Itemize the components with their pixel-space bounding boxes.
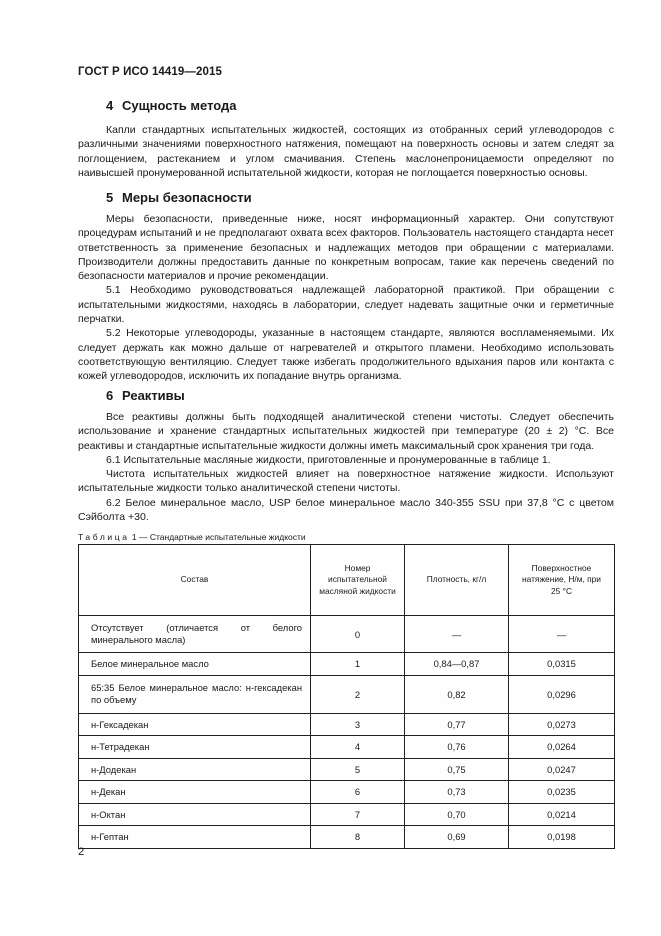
- header-cell-composition: Состав: [79, 545, 311, 616]
- page-number: 2: [78, 846, 85, 858]
- table-row: [79, 675, 615, 713]
- section-title: Реактивы: [122, 388, 185, 403]
- cell-number: 8: [311, 826, 405, 849]
- table-row: [79, 616, 615, 653]
- section-number: 6: [106, 388, 114, 403]
- cell-density: 0,82: [405, 675, 509, 713]
- table-row: [79, 758, 615, 781]
- cell-number: 2: [311, 675, 405, 713]
- cell-tension: 0,0247: [509, 758, 615, 781]
- table-caption: [78, 532, 306, 542]
- standard-code: ГОСТ Р ИСО 14419—2015: [78, 66, 223, 78]
- cell-density: 0,70: [405, 803, 509, 826]
- section-title: Меры безопасности: [122, 190, 252, 205]
- table-caption-label: Таблица: [78, 532, 130, 542]
- cell-composition: н-Декан: [79, 781, 311, 804]
- section-6-body: [78, 410, 614, 524]
- table-caption-text: 1 — Стандартные испытательные жидкости: [131, 532, 306, 542]
- cell-density: 0,77: [405, 713, 509, 736]
- cell-tension: 0,0264: [509, 736, 615, 759]
- table-row: [79, 781, 615, 804]
- header-cell-surface-tension: Поверхностное натяжение, Н/м, при 25 °С: [509, 545, 615, 616]
- cell-number: 4: [311, 736, 405, 759]
- paragraph: 5.1 Необходимо руководствоваться надлежащей лабораторной практикой. При обращении с испытательными жидкостями, находясь в лаборатории, следует надевать защитные очки и герметичные перчатки.: [78, 284, 614, 326]
- cell-number: 3: [311, 713, 405, 736]
- cell-tension: 0,0273: [509, 713, 615, 736]
- cell-tension: 0,0235: [509, 781, 615, 804]
- header-cell-liquid-number: Номер испытательной масляной жидкости: [311, 545, 405, 616]
- cell-density: 0,84—0,87: [405, 653, 509, 676]
- cell-density: 0,75: [405, 758, 509, 781]
- cell-tension: 0,0198: [509, 826, 615, 849]
- table-row: [79, 653, 615, 676]
- section-number: 4: [106, 98, 114, 113]
- section-heading-4: [106, 98, 237, 113]
- section-heading-6: [106, 388, 185, 403]
- table-header-row: [79, 545, 615, 616]
- cell-composition: н-Тетрадекан: [79, 736, 311, 759]
- section-4-body: [78, 123, 614, 180]
- cell-density: 0,69: [405, 826, 509, 849]
- paragraph: Капли стандартных испытательных жидкостей, состоящих из отобранных серий углеводородов с различными значениями поверхностного натяжения, помещают на поверхность основы и затем следят за поглощением, растеканием и углом смачивания. Степень маслонепроницаемости определяют по наивысшей пронумерованной испытательной жидкости, которая не поглощается поверхностью основы.: [78, 124, 614, 179]
- cell-tension: 0,0296: [509, 675, 615, 713]
- cell-number: 1: [311, 653, 405, 676]
- section-title: Сущность метода: [122, 98, 237, 113]
- cell-tension: —: [509, 616, 615, 653]
- paragraph: 6.1 Испытательные масляные жидкости, приготовленные и пронумерованные в таблице 1.: [106, 453, 551, 466]
- table-row: [79, 713, 615, 736]
- cell-density: 0,73: [405, 781, 509, 804]
- cell-composition: н-Гептан: [79, 826, 311, 849]
- cell-composition: н-Гексадекан: [79, 713, 311, 736]
- paragraph: Меры безопасности, приведенные ниже, носят информационный характер. Они сопутствуют процедурам испытаний и не предполагают охвата всех факторов. Пользователь настоящего стандарта несет ответственность за применение безопасных и надлежащих методов при обращении с материалами. Производители должны предоставить данные по конкретным вопросам, такие как перечень сведений по безопасности материалов и прочие рекомендации.: [78, 213, 614, 283]
- paragraph: Чистота испытательных жидкостей влияет на поверхностное натяжение жидкости. Используют испытательные жидкости только аналитической степени чистоты.: [78, 468, 614, 495]
- cell-number: 0: [311, 616, 405, 653]
- cell-composition: н-Октан: [79, 803, 311, 826]
- paragraph: 6.2 Белое минеральное масло, USP белое минеральное масло 340-355 SSU при 37,8 °С с цветом Сэйболта +30.: [78, 496, 614, 524]
- section-5-body: [78, 212, 614, 384]
- paragraph: Все реактивы должны быть подходящей аналитической степени чистоты. Следует обеспечить использование и хранение стандартных испытательных жидкостей при температуре (20 ± 2) °С. Все реактивы и стандартные испытательные жидкости должны иметь максимальный срок хранения три года.: [78, 411, 614, 452]
- cell-tension: 0,0315: [509, 653, 615, 676]
- cell-composition: 65:35 Белое минеральное масло: н-гексадекан по объему: [79, 675, 311, 713]
- section-heading-5: [106, 190, 252, 205]
- table-row: [79, 736, 615, 759]
- paragraph: 5.2 Некоторые углеводороды, указанные в настоящем стандарте, являются воспламеняемыми. Их следует держать как можно дальше от нагревателей и открытого пламени. Необходимо использовать соответствующую вентиляцию. Следует также избегать продолжительного вдыхания паров или контакта с кожей углеводородов, исключить их попадание внутрь организма.: [78, 327, 614, 383]
- cell-composition: н-Додекан: [79, 758, 311, 781]
- oil-test-liquids-table: [78, 544, 615, 849]
- section-number: 5: [106, 190, 114, 205]
- header-cell-density: Плотность, кг/л: [405, 545, 509, 616]
- table-row: [79, 803, 615, 826]
- cell-composition: Отсутствует (отличается от белого минерального масла): [79, 616, 311, 653]
- cell-tension: 0,0214: [509, 803, 615, 826]
- cell-density: —: [405, 616, 509, 653]
- cell-composition: Белое минеральное масло: [79, 653, 311, 676]
- cell-density: 0,76: [405, 736, 509, 759]
- cell-number: 6: [311, 781, 405, 804]
- table-row: [79, 826, 615, 849]
- cell-number: 5: [311, 758, 405, 781]
- cell-number: 7: [311, 803, 405, 826]
